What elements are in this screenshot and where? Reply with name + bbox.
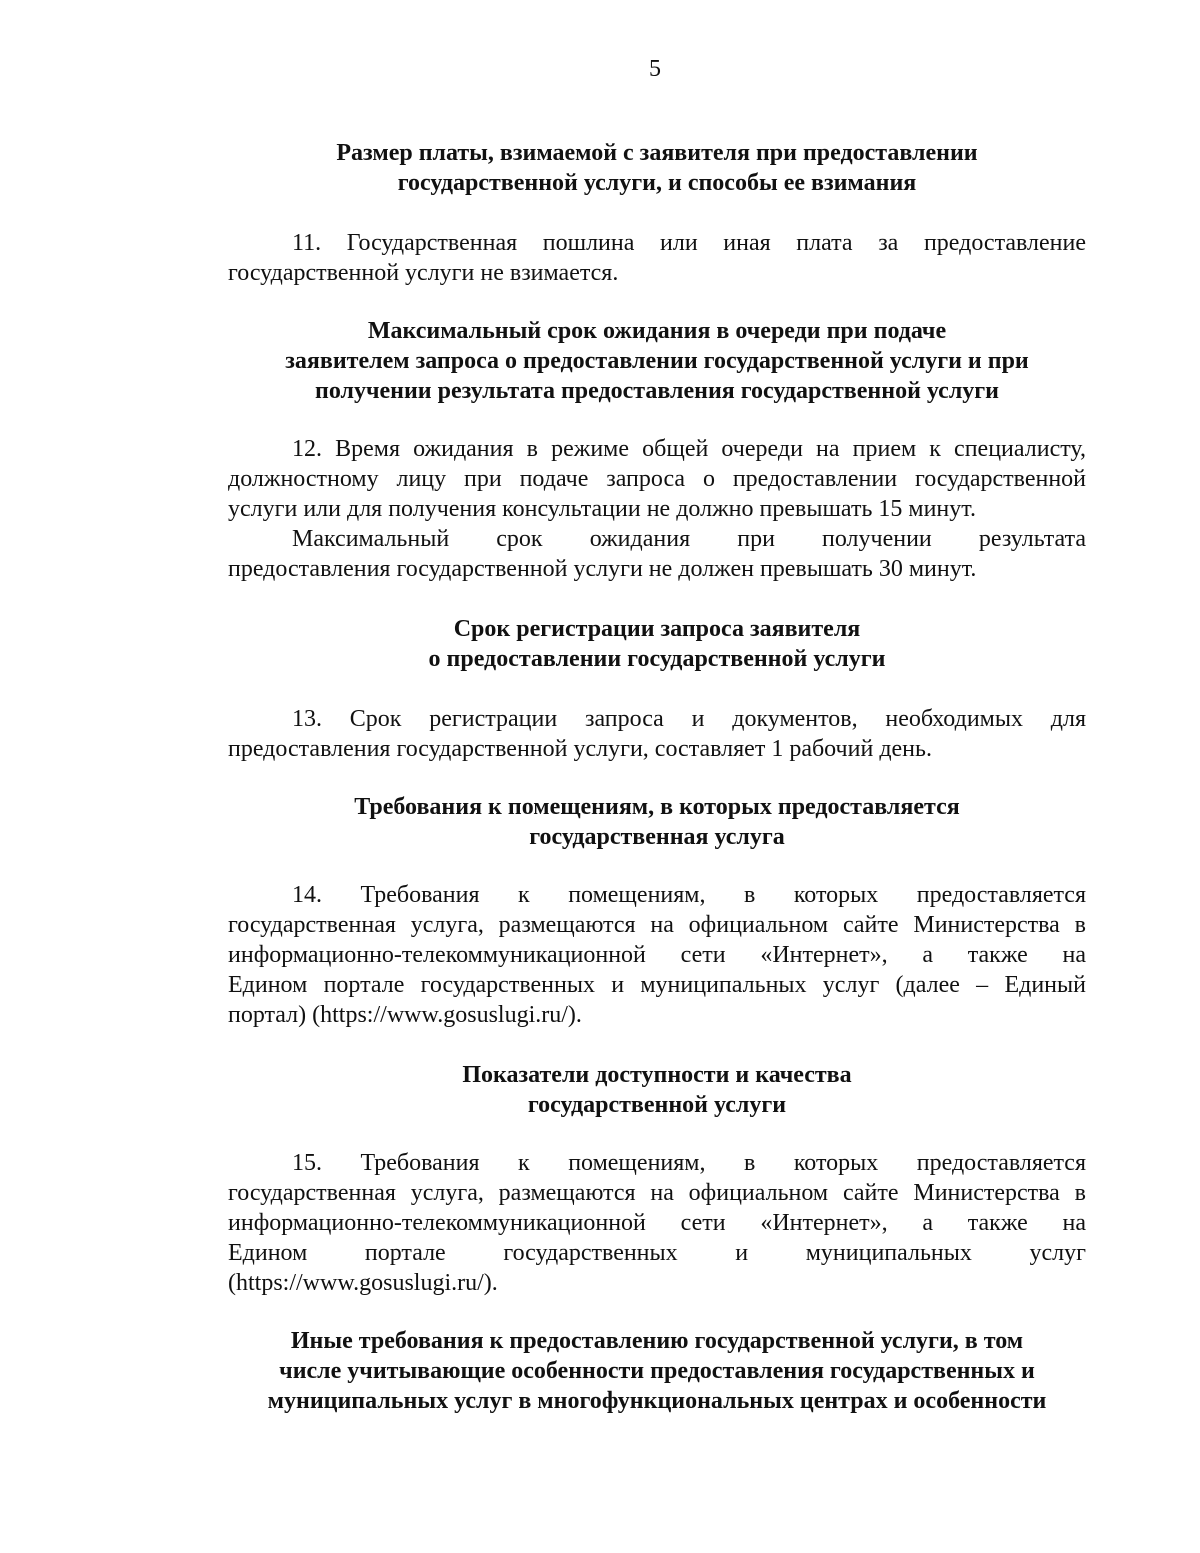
paragraph-line: 13. Срок регистрации запроса и документов, необходимых для (292, 706, 1086, 732)
paragraph-line: 12. Время ожидания в режиме общей очереди на прием к специалисту, (292, 436, 1086, 462)
paragraph-line: Максимальный срок ожидания при получении результата (292, 526, 1086, 552)
paragraph-line: государственной услуги не взимается. (228, 260, 619, 286)
section-heading (228, 316, 1086, 406)
section-heading (228, 138, 1086, 198)
paragraph-line: информационно-телекоммуникационной сети «Интернет», а также на (228, 942, 1086, 968)
heading-line: Максимальный срок ожидания в очереди при подаче (367, 318, 947, 344)
heading-line: Требования к помещениям, в которых предоставляется (354, 794, 960, 820)
section-heading (228, 1060, 1086, 1120)
heading-line: Иные требования к предоставлению государственной услуги, в том (290, 1328, 1024, 1354)
section-heading (228, 792, 1086, 852)
heading-line: числе учитывающие особенности предоставления государственных и (279, 1358, 1035, 1384)
heading-line: Показатели доступности и качества (462, 1062, 852, 1088)
heading-line: государственная услуга (529, 824, 785, 850)
paragraph (228, 1148, 1086, 1298)
heading-line: получении результата предоставления государственной услуги (314, 378, 1000, 404)
heading-line: государственной услуги (527, 1092, 787, 1118)
paragraph-line: государственная услуга, размещаются на официальном сайте Министерства в (228, 912, 1086, 938)
paragraph (228, 524, 1086, 584)
heading-line: о предоставлении государственной услуги (428, 646, 886, 672)
paragraph-line: Едином портале государственных и муниципальных услуг (далее – Единый (228, 972, 1086, 998)
paragraph-line: Едином портале государственных и муниципальных услуг (228, 1240, 1086, 1266)
paragraph (228, 704, 1086, 764)
paragraph-line: государственная услуга, размещаются на официальном сайте Министерства в (228, 1180, 1086, 1206)
section-heading (228, 1326, 1086, 1416)
heading-line: муниципальных услуг в многофункциональных центрах и особенности (267, 1388, 1047, 1414)
paragraph-line: предоставления государственной услуги, составляет 1 рабочий день. (228, 736, 932, 762)
heading-line: государственной услуги, и способы ее взимания (397, 170, 917, 196)
section-heading (228, 614, 1086, 674)
paragraph (228, 880, 1086, 1030)
paragraph-line: (https://www.gosuslugi.ru/). (228, 1270, 498, 1296)
heading-line: Срок регистрации запроса заявителя (453, 616, 861, 642)
paragraph-line: должностному лицу при подаче запроса о предоставлении государственной (228, 466, 1086, 492)
paragraph (228, 434, 1086, 524)
heading-line: заявителем запроса о предоставлении государственной услуги и при (285, 348, 1029, 374)
page-number: 5 (649, 56, 661, 82)
paragraph-line: портал) (https://www.gosuslugi.ru/). (228, 1002, 582, 1028)
paragraph-line: предоставления государственной услуги не должен превышать 30 минут. (228, 556, 977, 582)
paragraph-line: 14. Требования к помещениям, в которых предоставляется (292, 882, 1086, 908)
heading-line: Размер платы, взимаемой с заявителя при предоставлении (336, 140, 978, 166)
paragraph-line: 11. Государственная пошлина или иная плата за предоставление (292, 230, 1086, 256)
paragraph-line: информационно-телекоммуникационной сети «Интернет», а также на (228, 1210, 1086, 1236)
paragraph-line: услуги или для получения консультации не должно превышать 15 минут. (228, 496, 976, 522)
paragraph-line: 15. Требования к помещениям, в которых предоставляется (292, 1150, 1086, 1176)
paragraph (228, 228, 1086, 288)
